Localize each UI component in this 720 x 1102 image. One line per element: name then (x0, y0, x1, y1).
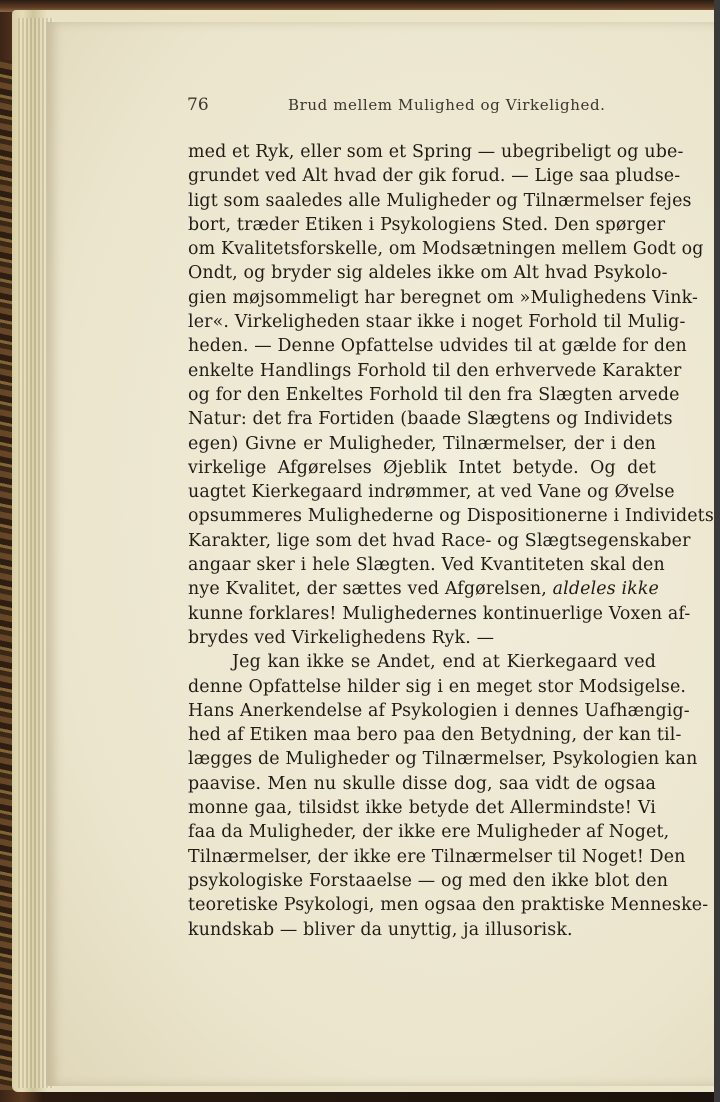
text-line: om Kvalitetsforskelle, om Modsætningen mellem Godt og (188, 239, 704, 260)
text-line: paavise. Men nu skulle disse dog, saa vidt de ogsaa (188, 773, 656, 794)
text-line: denne Opfattelse hilder sig i en meget stor Modsigelse. (188, 676, 687, 697)
text-line: uagtet Kierkegaard indrømmer, at ved Vane og Øvelse (188, 482, 675, 503)
text-line: Karakter, lige som det hvad Race- og Slægtsegenskaber (188, 530, 691, 551)
text-line: ligt som saaledes alle Muligheder og Tilnærmelser fejes (188, 190, 692, 211)
text-line: teoretiske Psykologi, men ogsaa den praktiske Menneske- (188, 895, 709, 916)
text-line-with-emphasis (188, 577, 659, 601)
text-line: brydes ved Virkelighedens Ryk. — (188, 627, 495, 648)
scan-border (714, 0, 720, 1102)
text-line: lægges de Muligheder og Tilnærmelser, Psykologien kan (188, 749, 698, 770)
running-head: Brud mellem Mulighed og Virkelighed. (288, 96, 606, 114)
text-line: Tilnærmelser, der ikke ere Tilnærmelser til Noget! Den (188, 846, 686, 867)
text-line: gien møjsommeligt har beregnet om »Mulighedens Vink- (188, 287, 698, 308)
text-line: hed af Etiken maa bero paa den Betydning, der kan til- (188, 725, 682, 746)
text-line: egen) Givne er Muligheder, Tilnærmelser, der i den (188, 433, 656, 454)
text-line: opsummeres Mulighederne og Dispositionerne i Individets (188, 506, 714, 527)
text-line: bort, træder Etiken i Psykologiens Sted. Den spørger (188, 214, 666, 235)
text-line: grundet ved Alt hvad der gik forud. — Lige saa pludse- (188, 166, 681, 187)
text-line: heden. — Denne Opfattelse udvides til at gælde for den (188, 336, 687, 357)
text-line: kunne forklares! Mulighedernes kontinuerlige Voxen af- (188, 603, 691, 624)
paragraph-start-line: Jeg kan ikke se Andet, end at Kierkegaard ved (232, 652, 656, 673)
page-number: 76 (187, 95, 209, 115)
text-line: med et Ryk, eller som et Spring — ubegribeligt og ube- (188, 142, 684, 162)
text-line: angaar sker i hele Slægten. Ved Kvantiteten skal den (188, 555, 665, 576)
text-segment: nye Kvalitet, der sættes ved Afgørelsen, (188, 579, 547, 600)
text-line: psykologiske Forstaaelse — og med den ikke blot den (188, 870, 669, 891)
text-line: ler«. Virkeligheden staar ikke i noget Forhold til Mulig- (188, 312, 686, 333)
text-line: monne gaa, tilsidst ikke betyde det Allermindste! Vi (188, 798, 656, 819)
body-text (188, 140, 714, 942)
page-header (187, 95, 657, 119)
text-line: og for den Enkeltes Forhold til den fra Slægten arvede (188, 384, 680, 405)
text-line: faa da Muligheder, der ikke ere Muligheder af Noget, (188, 822, 670, 843)
text-line: Hans Anerkendelse af Psykologien i dennes Uafhængig- (188, 700, 690, 721)
text-line: Ondt, og bryder sig aldeles ikke om Alt hvad Psykolo- (188, 263, 668, 284)
text-line: Natur: det fra Fortiden (baade Slægtens og Individets (188, 409, 673, 430)
text-line: virkelige Afgørelses Øjeblik Intet betyde. Og det (188, 457, 656, 478)
emphasized-text: aldeles ikke (552, 579, 659, 600)
text-line: kundskab — bliver da unyttig, ja illusorisk. (188, 919, 573, 940)
text-line: enkelte Handlings Forhold til den erhvervede Karakter (188, 360, 682, 381)
